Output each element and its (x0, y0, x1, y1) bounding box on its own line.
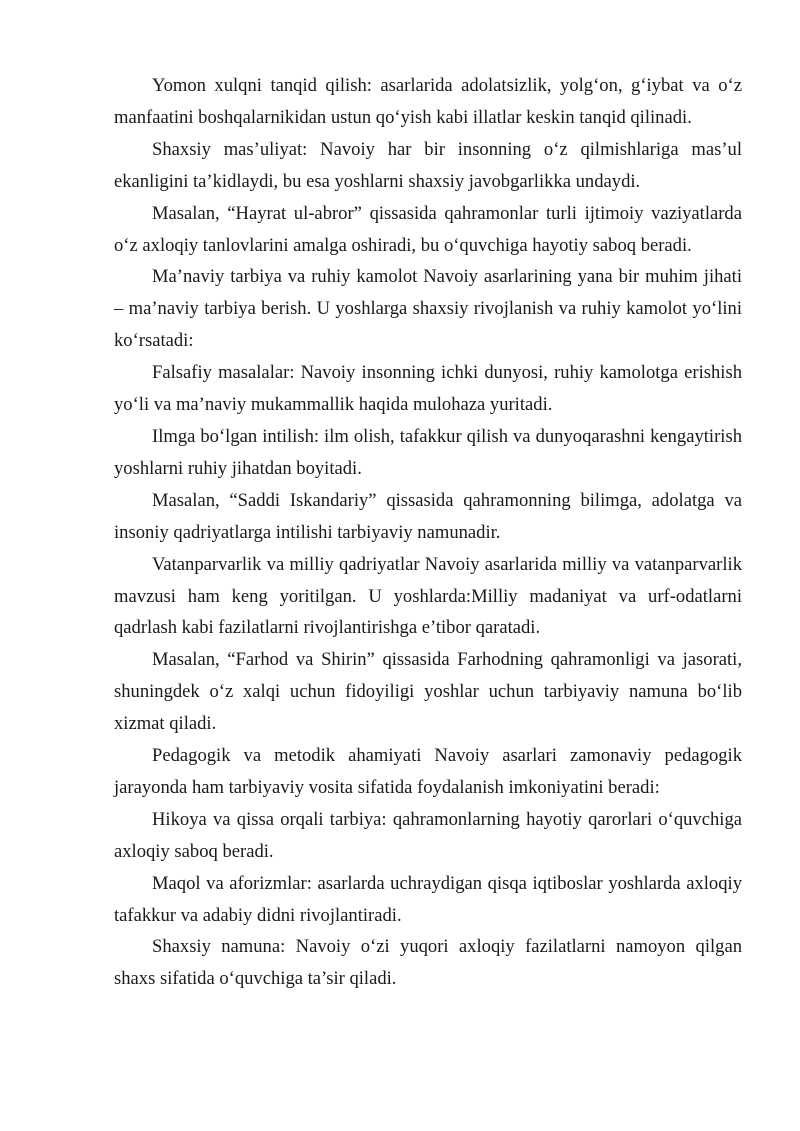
paragraph-personal-example: Shaxsiy namuna: Navoiy o‘zi yuqori axloqiy fazilatlarni namoyon qilgan shaxs sifatida o‘quvchiga ta’sir qiladi. (114, 936, 742, 990)
paragraph-patriotism: Vatanparvarlik va milliy qadriyatlar Navoiy asarlarida milliy va vatanparvarlik mavzusi ham keng yoritilgan. U yoshlarda:Milliy madaniyat va urf-odatlarni qadrlash kabi fazilatlarni rivojlantirishga e’tibor qaratadi. (114, 553, 742, 639)
paragraph-hayrat-example: Masalan, “Hayrat ul-abror” qissasida qahramonlar turli ijtimoiy vaziyatlarda o‘z axloqiy tanlovlarini amalga oshiradi, bu o‘quvchiga hayotiy saboq beradi. (114, 202, 742, 256)
paragraph-criticism-of-vice: Yomon xulqni tanqid qilish: asarlarida adolatsizlik, yolg‘on, g‘iybat va o‘z manfaatini boshqalarnikidan ustun qo‘yish kabi illatlar keskin tanqid qilinadi. (114, 75, 742, 128)
paragraph-story-education: Hikoya va qissa orqali tarbiya: qahramonlarning hayotiy qarorlari o‘quvchiga axloqiy saboq beradi. (114, 808, 742, 862)
paragraph-striving-for-knowledge: Ilmga bo‘lgan intilish: ilm olish, tafakkur qilish va dunyoqarashni kengaytirish yoshlarni ruhiy jihatdan boyitadi. (114, 425, 742, 479)
document-page (114, 70, 742, 995)
paragraph-philosophical-issues: Falsafiy masalalar: Navoiy insonning ichki dunyosi, ruhiy kamolotga erishish yo‘li va ma’naviy mukammallik haqida mulohaza yuritadi. (114, 362, 742, 416)
paragraph-spiritual-upbringing: Ma’naviy tarbiya va ruhiy kamolot Navoiy asarlarining yana bir muhim jihati – ma’naviy tarbiya berish. U yoshlarga shaxsiy rivojlanish va ruhiy kamolot yo‘lini ko‘rsatadi: (114, 266, 742, 352)
paragraph-saddi-iskandariy-example: Masalan, “Saddi Iskandariy” qissasida qahramonning bilimga, adolatga va insoniy qadriyatlarga intilishi tarbiyaviy namunadir. (114, 489, 742, 543)
paragraph-personal-responsibility: Shaxsiy mas’uliyat: Navoiy har bir insonning o‘z qilmishlariga mas’ul ekanligini ta’kidlaydi, bu esa yoshlarni shaxsiy javobgarlikka undaydi. (114, 138, 742, 192)
paragraph-proverbs-aphorisms: Maqol va aforizmlar: asarlarda uchraydigan qisqa iqtiboslar yoshlarda axloqiy tafakkur va adabiy didni rivojlantiradi. (114, 872, 742, 926)
paragraph-pedagogical-significance: Pedagogik va metodik ahamiyati Navoiy asarlari zamonaviy pedagogik jarayonda ham tarbiyaviy vosita sifatida foydalanish imkoniyatini beradi: (114, 745, 742, 798)
paragraph-farhod-shirin-example: Masalan, “Farhod va Shirin” qissasida Farhodning qahramonligi va jasorati, shuningdek o‘z xalqi uchun fidoyiligi yoshlar uchun tarbiyaviy namuna bo‘lib xizmat qiladi. (114, 649, 742, 735)
